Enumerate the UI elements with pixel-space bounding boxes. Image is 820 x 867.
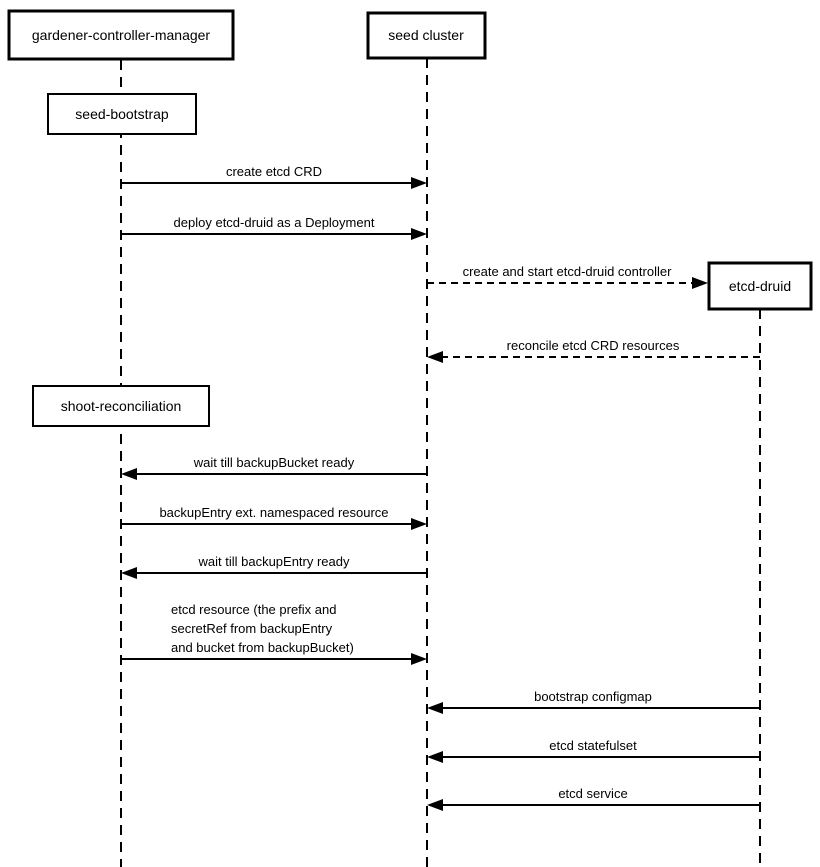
message-label-line-3: and bucket from backupBucket) — [171, 640, 354, 655]
frame-label-shoot-reconciliation: shoot-reconciliation — [60, 398, 182, 414]
frame-seed-bootstrap — [48, 94, 196, 134]
actor-label-seed-cluster: seed cluster — [388, 27, 464, 43]
actor-etcd-druid — [709, 263, 811, 309]
actor-seed-cluster — [368, 13, 485, 58]
actor-label-gardener-controller-manager: gardener-controller-manager — [31, 27, 211, 43]
message-label: wait till backupEntry ready — [198, 554, 350, 569]
message-label: wait till backupBucket ready — [193, 455, 355, 470]
message-label: etcd service — [558, 786, 628, 801]
message-label: backupEntry ext. namespaced resource — [159, 505, 389, 520]
message-label: etcd statefulset — [549, 738, 637, 753]
message-label: bootstrap configmap — [534, 689, 652, 704]
message-label: create etcd CRD — [225, 164, 323, 179]
message-label-line-2: secretRef from backupEntry — [171, 621, 333, 636]
message-label: create and start etcd-druid controller — [462, 264, 672, 279]
actor-label-etcd-druid: etcd-druid — [728, 278, 792, 294]
message-label: reconcile etcd CRD resources — [506, 338, 680, 353]
frame-label-seed-bootstrap: seed-bootstrap — [75, 106, 169, 122]
message-label: deploy etcd-druid as a Deployment — [173, 215, 375, 230]
message-label-line-1: etcd resource (the prefix and — [171, 602, 337, 617]
frame-shoot-reconciliation — [33, 386, 209, 426]
actor-gardener-controller-manager — [9, 11, 233, 59]
